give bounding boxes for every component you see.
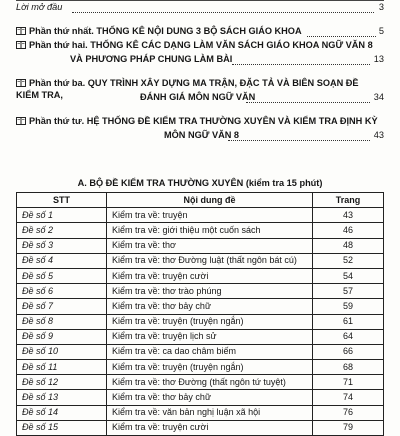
row-stt: Đề số 13 [17, 390, 107, 405]
toc-leader [307, 36, 376, 37]
row-stt: Đề số 6 [17, 284, 107, 299]
toc-preface-label: Lời mở đầu [16, 2, 63, 12]
toc-part-4-title-line2: MÔN NGỮ VĂN 8 [164, 130, 240, 140]
row-content: Kiểm tra về: thơ trào phúng [107, 284, 313, 299]
toc-part-4-title: Phần thứ tư. HỆ THỐNG ĐỀ KIỂM TRA THƯỜNG XUYÊN VÀ KIỂM TRA ĐỊNH KỲ [29, 116, 378, 126]
row-stt: Đề số 4 [17, 253, 107, 268]
row-page: 46 [313, 223, 384, 238]
row-content: Kiểm tra về: truyện [107, 208, 313, 223]
row-content: Kiểm tra về: thơ Đường (thất ngôn tứ tuyệt) [107, 375, 313, 390]
book-icon [16, 27, 26, 35]
table-row[interactable] [17, 375, 384, 390]
row-content: Kiểm tra về: truyện cười [107, 420, 313, 435]
table-row[interactable] [17, 238, 384, 253]
row-page: 54 [313, 268, 384, 283]
row-stt: Đề số 10 [17, 344, 107, 359]
table-header-row [17, 193, 384, 208]
toc-leader [72, 12, 374, 13]
toc-leader [246, 102, 370, 103]
row-page: 68 [313, 360, 384, 375]
row-stt: Đề số 3 [17, 238, 107, 253]
row-content: Kiểm tra về: thơ bảy chữ [107, 390, 313, 405]
row-content: Kiểm tra về: thơ [107, 238, 313, 253]
table-row[interactable] [17, 405, 384, 420]
toc-preface-page: 3 [378, 2, 384, 12]
row-stt: Đề số 1 [17, 208, 107, 223]
toc-part-4-page: 43 [373, 130, 384, 140]
toc-part-2[interactable] [16, 40, 384, 52]
table-row[interactable] [17, 208, 384, 223]
book-icon [16, 79, 26, 87]
row-page: 57 [313, 284, 384, 299]
row-stt: Đề số 11 [17, 360, 107, 375]
row-stt: Đề số 9 [17, 329, 107, 344]
row-page: 59 [313, 299, 384, 314]
row-page: 48 [313, 238, 384, 253]
toc-part-2-title: Phần thứ hai. THỐNG KÊ CÁC DẠNG LÀM VĂN SÁCH GIÁO KHOA NGỮ VĂN 8 [29, 40, 373, 50]
row-page: 71 [313, 375, 384, 390]
header-content: Nội dung đề [107, 193, 313, 208]
header-page: Trang [313, 193, 384, 208]
table-row[interactable] [17, 329, 384, 344]
toc-part-3-title: Phần thứ ba. QUY TRÌNH XÂY DỰNG MA TRẬN, ĐẶC TẢ VÀ BIÊN SOẠN ĐỀ KIỂM TRA, [16, 78, 359, 100]
table-row[interactable] [17, 360, 384, 375]
section-title: A. BỘ ĐỀ KIỂM TRA THƯỜNG XUYÊN (kiểm tra 15 phút) [77, 178, 323, 188]
row-content: Kiểm tra về: giới thiệu một cuốn sách [107, 223, 313, 238]
toc-leader [232, 64, 370, 65]
row-page: 52 [313, 253, 384, 268]
book-icon [16, 41, 26, 49]
toc-part-1-title: Phần thứ nhất. THỐNG KÊ NỘI DUNG 3 BỘ SÁCH GIÁO KHOA [29, 26, 302, 36]
row-page: 43 [313, 208, 384, 223]
row-page: 79 [313, 420, 384, 435]
row-stt: Đề số 8 [17, 314, 107, 329]
table-row[interactable] [17, 223, 384, 238]
row-stt: Đề số 14 [17, 405, 107, 420]
row-content: Kiểm tra về: văn bản nghị luận xã hội [107, 405, 313, 420]
toc-part-4[interactable] [16, 116, 384, 128]
table-row[interactable] [17, 344, 384, 359]
table-row[interactable] [17, 314, 384, 329]
row-content: Kiểm tra về: truyện lịch sử [107, 329, 313, 344]
row-page: 64 [313, 329, 384, 344]
table-row[interactable] [17, 268, 384, 283]
header-stt: STT [17, 193, 107, 208]
toc-part-3-title-line2: ĐÁNH GIÁ MÔN NGỮ VĂN [140, 92, 256, 102]
table-row[interactable] [17, 390, 384, 405]
row-page: 61 [313, 314, 384, 329]
table-row[interactable] [17, 420, 384, 435]
toc-leader [228, 140, 370, 141]
row-page: 74 [313, 390, 384, 405]
row-content: Kiểm tra về: truyện (truyện ngắn) [107, 314, 313, 329]
row-content: Kiểm tra về: ca dao châm biếm [107, 344, 313, 359]
row-page: 66 [313, 344, 384, 359]
row-page: 76 [313, 405, 384, 420]
toc-part-2-title-line2: VÀ PHƯƠNG PHÁP CHUNG LÀM BÀI [70, 54, 233, 64]
row-content: Kiểm tra về: thơ Đường luật (thất ngôn bát cú) [107, 253, 313, 268]
row-stt: Đề số 5 [17, 268, 107, 283]
row-stt: Đề số 12 [17, 375, 107, 390]
table-row[interactable] [17, 284, 384, 299]
test-table [16, 192, 384, 436]
table-row[interactable] [17, 299, 384, 314]
row-stt: Đề số 2 [17, 223, 107, 238]
row-stt: Đề số 15 [17, 420, 107, 435]
row-content: Kiểm tra về: truyện cười [107, 268, 313, 283]
row-stt: Đề số 7 [17, 299, 107, 314]
toc-part-1-page: 5 [378, 26, 384, 36]
toc-part-3-page: 34 [373, 92, 384, 102]
row-content: Kiểm tra về: truyện (truyện ngắn) [107, 360, 313, 375]
row-content: Kiểm tra về: thơ bảy chữ [107, 299, 313, 314]
table-row[interactable] [17, 253, 384, 268]
book-icon [16, 117, 26, 125]
toc-part-2-page: 13 [373, 54, 384, 64]
